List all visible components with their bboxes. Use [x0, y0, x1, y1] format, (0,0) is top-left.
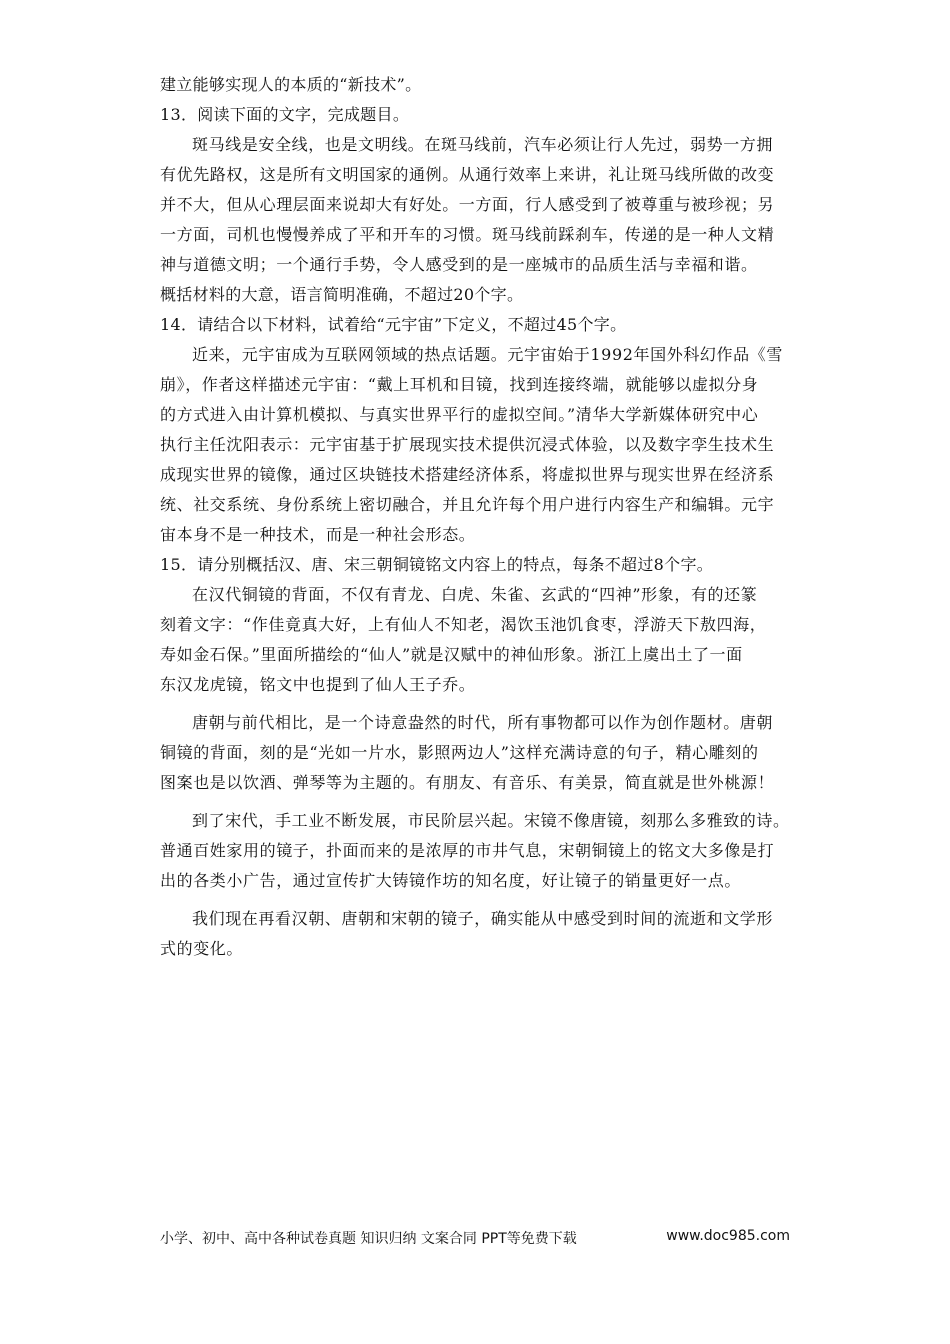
- text-line: 成现实世界的镜像，通过区块链技术搭建经济体系，将虚拟世界与现实世界在经济系: [160, 465, 775, 484]
- q14-heading: 14．请结合以下材料，试着给“元宇宙”下定义，不超过45个字。: [160, 315, 627, 334]
- text-line: 有优先路权，这是所有文明国家的通例。从通行效率上来讲，礼让斑马线所做的改变: [160, 165, 775, 184]
- text-line: 东汉龙虎镜，铭文中也提到了仙人王子乔。: [160, 675, 476, 694]
- text-line: 唐朝与前代相比，是一个诗意盎然的时代，所有事物都可以作为创作题材。唐朝: [192, 713, 774, 732]
- text-line: 一方面，司机也慢慢养成了平和开车的习惯。斑马线前踩刹车，传递的是一种人文精: [160, 225, 775, 244]
- text-line: 刻着文字：“作佳竟真大好，上有仙人不知老，渴饮玉池饥食枣，浮游天下敖四海，: [160, 615, 767, 634]
- q15-heading: 15．请分别概括汉、唐、宋三朝铜镜铭文内容上的特点，每条不超过8个字。: [160, 555, 714, 574]
- text-line: 宙本身不是一种技术，而是一种社会形态。: [160, 525, 476, 544]
- footer-site-link[interactable]: www.doc985.com: [666, 1228, 790, 1244]
- footer-text: 小学、初中、高中各种试卷真题 知识归纳 文案合同 PPT等免费下载: [160, 1231, 577, 1247]
- text-line: 的方式进入由计算机模拟、与真实世界平行的虚拟空间。”清华大学新媒体研究中心: [160, 405, 759, 424]
- text-line: 统、社交系统、身份系统上密切融合，并且允许每个用户进行内容生产和编辑。元宇: [160, 495, 775, 514]
- text-line: 斑马线是安全线，也是文明线。在斑马线前，汽车必须让行人先过，弱势一方拥: [192, 135, 774, 154]
- text-line: 近来，元宇宙成为互联网领域的热点话题。元宇宙始于1992年国外科幻作品《雪: [192, 345, 783, 364]
- text-line: 寿如金石保。”里面所描绘的“仙人”就是汉赋中的神仙形象。浙江上虞出土了一面: [160, 645, 743, 664]
- q13-paragraph: [160, 130, 790, 280]
- text-line: 执行主任沈阳表示：元宇宙基于扩展现实技术提供沉浸式体验，以及数字孪生技术生: [160, 435, 775, 454]
- top-fragment: 建立能够实现人的本质的“新技术”。: [160, 75, 422, 94]
- q15-paragraph-conclusion: [160, 904, 790, 964]
- text-line: 并不大，但从心理层面来说却大有好处。一方面，行人感受到了被尊重与被珍视；另: [160, 195, 775, 214]
- q13-heading: 13．阅读下面的文字，完成题目。: [160, 105, 410, 124]
- text-line: 普通百姓家用的镜子，扑面而来的是浓厚的市井气息，宋朝铜镜上的铭文大多像是打: [160, 841, 775, 860]
- page-footer: [160, 1228, 790, 1248]
- text-line: 我们现在再看汉朝、唐朝和宋朝的镜子，确实能从中感受到时间的流逝和文学形: [192, 909, 774, 928]
- q15-paragraph-song: [160, 806, 790, 896]
- q13-instruction: 概括材料的大意，语言简明准确，不超过20个字。: [160, 285, 524, 304]
- q15-paragraph-han: [160, 580, 790, 700]
- text-line: 式的变化。: [160, 939, 244, 958]
- text-line: 神与道德文明；一个通行手势，令人感受到的是一座城市的品质生活与幸福和谐。: [160, 255, 758, 274]
- text-line: 到了宋代，手工业不断发展，市民阶层兴起。宋镜不像唐镜，刻那么多雅致的诗。: [192, 811, 790, 830]
- text-line: 出的各类小广告，通过宣传扩大铸镜作坊的知名度，好让镜子的销量更好一点。: [160, 871, 742, 890]
- text-line: 在汉代铜镜的背面，不仅有青龙、白虎、朱雀、玄武的“四神”形象，有的还篆: [192, 585, 758, 604]
- text-line: 崩》，作者这样描述元宇宙：“戴上耳机和目镜，找到连接终端，就能够以虚拟分身: [160, 375, 759, 394]
- q14-paragraph: [160, 340, 790, 550]
- page-content: [160, 70, 790, 964]
- text-line: 铜镜的背面，刻的是“光如一片水，影照两边人”这样充满诗意的句子，精心雕刻的: [160, 743, 759, 762]
- text-line: 图案也是以饮酒、弹琴等为主题的。有朋友、有音乐、有美景，简直就是世外桃源！: [160, 773, 775, 792]
- q15-paragraph-tang: [160, 708, 790, 798]
